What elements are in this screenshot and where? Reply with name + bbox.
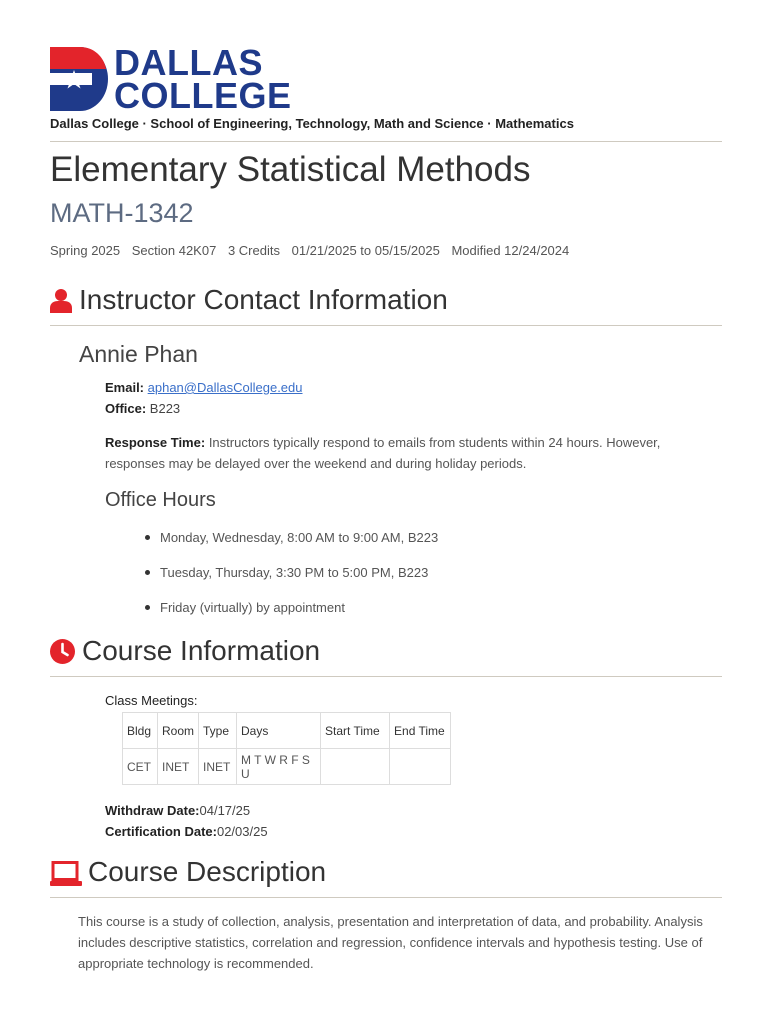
section: Section 42K07 <box>131 243 217 258</box>
table-cell <box>390 749 451 785</box>
office-row <box>105 401 180 416</box>
logo-word-dallas: DALLAS <box>114 42 263 83</box>
response-time <box>105 432 705 474</box>
divider <box>50 141 722 142</box>
col-header: Bldg <box>123 713 158 749</box>
withdraw-date: 04/17/25 <box>199 803 251 818</box>
email-label: Email: <box>105 380 145 395</box>
divider <box>50 325 722 326</box>
table-header-row <box>123 713 451 749</box>
dallas-college-logo <box>50 42 292 116</box>
page-title: Elementary Statistical Methods <box>50 150 531 189</box>
email-link[interactable]: aphan@DallasCollege.edu <box>147 380 303 395</box>
office-value: B223 <box>149 401 181 416</box>
withdraw-label: Withdraw Date: <box>105 803 200 818</box>
course-description-text: This course is a study of collection, analysis, presentation and interpretation of data, and probability. Analysis includes descriptive statistics, correlation and regression, confidence intervals and hypothesis testing. Use of appropriate technology is recommended. <box>78 914 703 971</box>
instructor-name: Annie Phan <box>79 341 198 367</box>
course-meta <box>50 243 577 258</box>
col-header: Start Time <box>321 713 390 749</box>
description-heading: Course Description <box>88 856 327 887</box>
certification-label: Certification Date: <box>105 824 217 839</box>
logo-word-college: COLLEGE <box>114 75 292 116</box>
class-meetings-text: Class Meetings: <box>105 693 198 708</box>
table-cell: M T W R F S U <box>237 749 321 785</box>
list-item: Friday (virtually) by appointment <box>142 600 438 635</box>
divider <box>50 676 722 677</box>
col-header: Days <box>237 713 321 749</box>
list-item: Tuesday, Thursday, 3:30 PM to 5:00 PM, B223 <box>142 565 438 600</box>
response-text: Instructors typically respond to emails from students within 24 hours. However, responses may be delayed over the weekend and during holiday periods. <box>105 435 661 471</box>
table-row <box>123 749 451 785</box>
certification-date: 02/03/25 <box>216 824 268 839</box>
person-icon <box>50 288 72 313</box>
col-header: End Time <box>390 713 451 749</box>
withdraw-row <box>105 803 250 818</box>
office-hours-list <box>142 530 438 635</box>
term: Spring 2025 <box>50 243 121 258</box>
certification-row <box>105 824 268 839</box>
office-label: Office: <box>105 401 147 416</box>
breadcrumb: Dallas College · School of Engineering, Technology, Math and Science · Mathematics <box>50 116 574 131</box>
email-row <box>105 380 303 395</box>
class-meetings-label <box>105 693 197 708</box>
modified-date: Modified 12/24/2024 <box>451 243 570 258</box>
clock-icon <box>50 639 75 664</box>
credits: 3 Credits <box>227 243 280 258</box>
response-label: Response Time: <box>105 435 206 450</box>
course-code: MATH-1342 <box>50 198 194 228</box>
table-cell: CET <box>123 749 158 785</box>
course-dates: 01/21/2025 to 05/15/2025 <box>291 243 440 258</box>
list-item: Monday, Wednesday, 8:00 AM to 9:00 AM, B223 <box>142 530 438 565</box>
col-header: Type <box>199 713 237 749</box>
divider <box>50 897 722 898</box>
instructor-heading: Instructor Contact Information <box>79 284 448 315</box>
col-header: Room <box>158 713 199 749</box>
course-info-heading: Course Information <box>82 635 321 666</box>
table-cell: INET <box>199 749 237 785</box>
laptop-icon <box>50 861 82 887</box>
table-cell <box>321 749 390 785</box>
office-hours-heading: Office Hours <box>105 489 216 511</box>
table-cell: INET <box>158 749 199 785</box>
logo-d-mark-icon <box>50 47 108 111</box>
class-meetings-table <box>122 712 451 785</box>
